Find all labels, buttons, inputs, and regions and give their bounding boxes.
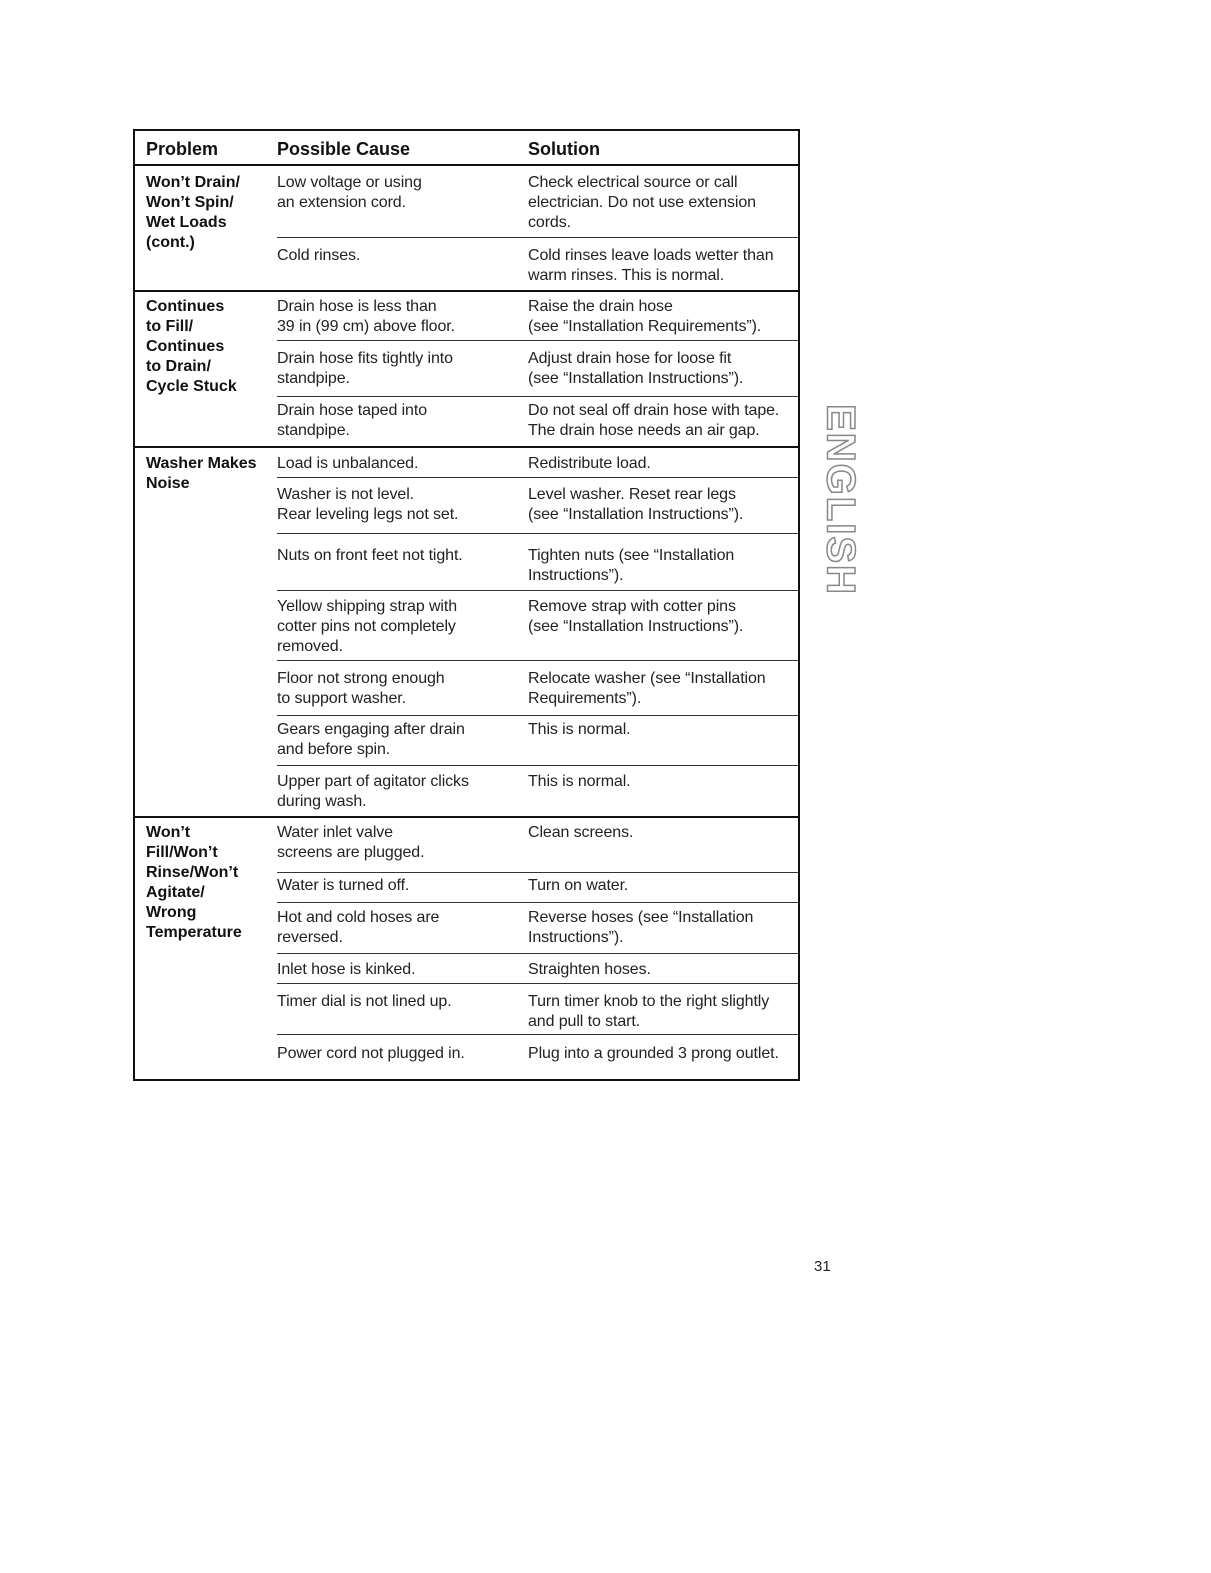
solution-cell: Relocate washer (see “Installation Requirements”).: [528, 670, 766, 707]
row-divider: [277, 660, 798, 661]
solution-cell: Cold rinses leave loads wetter than warm rinses. This is normal.: [528, 247, 774, 284]
group-divider: [135, 816, 798, 818]
solution-cell: Turn timer knob to the right slightly and pull to start.: [528, 993, 770, 1030]
cause-cell: Floor not strong enough to support washer.: [277, 670, 445, 707]
cause-cell: Hot and cold hoses are reversed.: [277, 909, 440, 946]
cause-cell: Gears engaging after drain and before spin.: [277, 721, 465, 758]
row-divider: [277, 872, 798, 873]
solution-cell: Clean screens.: [528, 824, 634, 841]
header-solution: Solution: [528, 139, 600, 159]
solution-cell: Do not seal off drain hose with tape. The drain hose needs an air gap.: [528, 402, 780, 439]
page-number: 31: [814, 1258, 831, 1275]
problem-wont-fill: Won’t Fill/Won’t Rinse/Won’t Agitate/ Wrong Temperature: [146, 824, 242, 941]
solution-cell: This is normal.: [528, 721, 631, 738]
troubleshooting-table: [133, 129, 800, 1081]
solution-cell: Reverse hoses (see “Installation Instructions”).: [528, 909, 754, 946]
cause-cell: Timer dial is not lined up.: [277, 993, 452, 1010]
cause-cell: Washer is not level. Rear leveling legs not set.: [277, 486, 459, 523]
row-divider: [277, 533, 798, 534]
solution-cell: Straighten hoses.: [528, 961, 651, 978]
row-divider: [277, 237, 798, 238]
cause-cell: Power cord not plugged in.: [277, 1045, 465, 1062]
cause-cell: Low voltage or using an extension cord.: [277, 174, 422, 211]
row-divider: [277, 902, 798, 903]
cause-cell: Drain hose is less than 39 in (99 cm) above floor.: [277, 298, 455, 335]
solution-cell: Raise the drain hose (see “Installation Requirements”).: [528, 298, 762, 335]
cause-cell: Drain hose fits tightly into standpipe.: [277, 350, 453, 387]
language-label: ENGLISH: [818, 404, 863, 596]
solution-cell: This is normal.: [528, 773, 631, 790]
row-divider: [277, 340, 798, 341]
group-divider: [135, 446, 798, 448]
problem-washer-makes-noise: Washer Makes Noise: [146, 455, 257, 492]
cause-cell: Drain hose taped into standpipe.: [277, 402, 428, 439]
row-divider: [277, 983, 798, 984]
row-divider: [277, 953, 798, 954]
solution-cell: Plug into a grounded 3 prong outlet.: [528, 1045, 779, 1062]
cause-cell: Water is turned off.: [277, 877, 410, 894]
solution-cell: Tighten nuts (see “Installation Instructions”).: [528, 547, 735, 584]
cause-cell: Load is unbalanced.: [277, 455, 419, 472]
solution-cell: Redistribute load.: [528, 455, 651, 472]
row-divider: [277, 765, 798, 766]
cause-cell: Inlet hose is kinked.: [277, 961, 416, 978]
cause-cell: Cold rinses.: [277, 247, 361, 264]
row-divider: [277, 590, 798, 591]
solution-cell: Turn on water.: [528, 877, 629, 894]
row-divider: [277, 477, 798, 478]
group-divider: [135, 290, 798, 292]
solution-cell: Remove strap with cotter pins (see “Installation Instructions”).: [528, 598, 744, 635]
solution-cell: Adjust drain hose for loose fit (see “Installation Instructions”).: [528, 350, 744, 387]
cause-cell: Water inlet valve screens are plugged.: [277, 824, 425, 861]
cause-cell: Upper part of agitator clicks during wash.: [277, 773, 469, 810]
row-divider: [277, 1034, 798, 1035]
header-problem: Problem: [146, 139, 219, 159]
problem-wont-drain: Won’t Drain/ Won’t Spin/ Wet Loads (cont.): [146, 174, 240, 251]
header-cause: Possible Cause: [277, 139, 411, 159]
language-side-tab: [818, 404, 863, 596]
solution-cell: Level washer. Reset rear legs (see “Installation Instructions”).: [528, 486, 744, 523]
row-divider: [277, 715, 798, 716]
solution-cell: Check electrical source or call electrician. Do not use extension cords.: [528, 174, 756, 231]
cause-cell: Nuts on front feet not tight.: [277, 547, 463, 564]
row-divider: [277, 396, 798, 397]
problem-continues-to-fill: Continues to Fill/ Continues to Drain/ Cycle Stuck: [146, 298, 237, 395]
header-divider: [135, 164, 798, 166]
cause-cell: Yellow shipping strap with cotter pins not completely removed.: [277, 598, 458, 655]
